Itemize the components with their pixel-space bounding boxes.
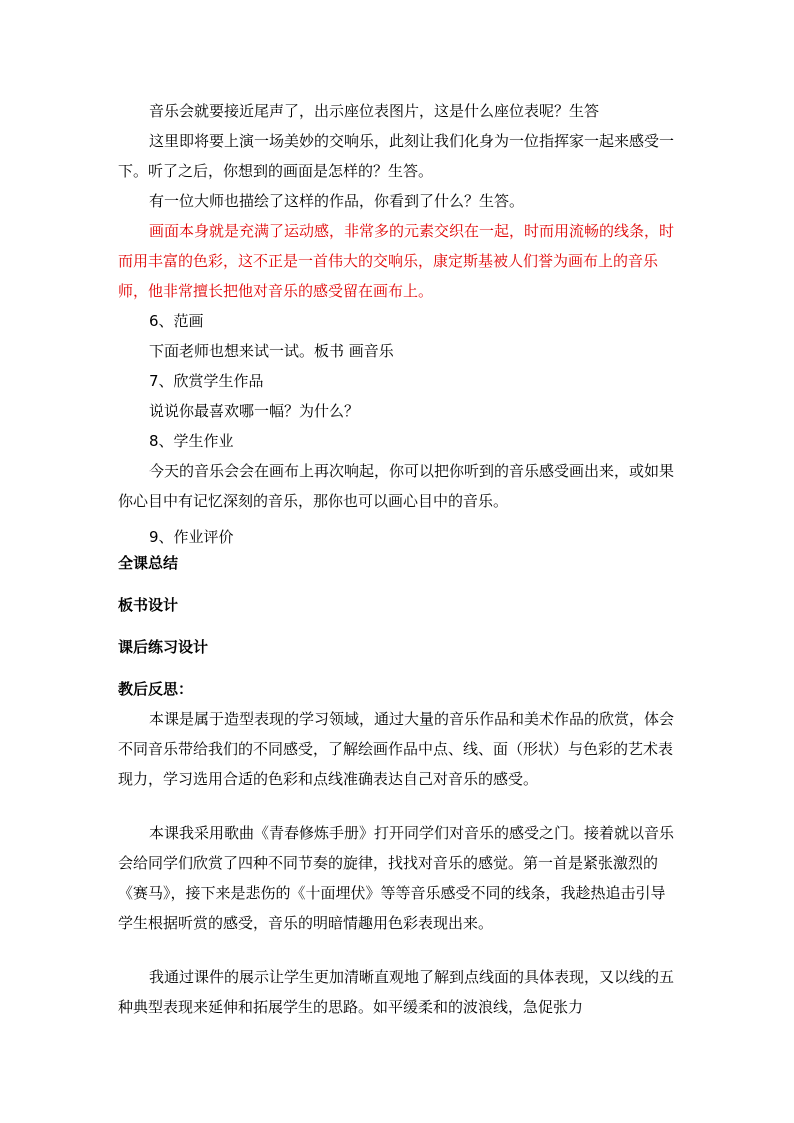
reflection-paragraph-2: 本课我采用歌曲《青春修炼手册》打开同学们对音乐的感受之门。接着就以音乐会给同学们欣赏了四种不同节奏的旋律，找找对音乐的感觉。第一首是紧张激烈的《赛马》，接下来是悲伤的《十面埋伏》等等音乐感受不同的线条，我趁热追击引导学生根据听赏的感受，音乐的明暗情趣用色彩表现出来。 xyxy=(118,824,675,932)
reflection-paragraph-3: 我通过课件的展示让学生更加清晰直观地了解到点线面的具体表现，又以线的五种典型表现来延伸和拓展学生的思路。如平缓柔和的波浪线，急促张力 xyxy=(118,968,675,1016)
paragraph-kandinsky-highlight: 画面本身就是充满了运动感，非常多的元素交织在一起，时而用流畅的线条，时而用丰富的色彩，这不正是一首伟大的交响乐，康定斯基被人们誉为画布上的音乐师，他非常擅长把他对音乐的感受留在画布上。 xyxy=(118,222,675,300)
reflection-paragraph-1: 本课是属于造型表现的学习领域，通过大量的音乐作品和美术作品的欣赏，体会不同音乐带给我们的不同感受，了解绘画作品中点、线、面（形状）与色彩的艺术表现力，学习选用合适的色彩和点线准确表达自己对音乐的感受。 xyxy=(118,710,675,788)
paragraph-master-work: 有一位大师也描绘了这样的作品，你看到了什么？生答。 xyxy=(149,192,525,210)
step-7-heading: 7、欣赏学生作品 xyxy=(149,372,264,390)
step-9-heading: 9、作业评价 xyxy=(149,528,234,546)
step-8-heading: 8、学生作业 xyxy=(149,432,234,450)
paragraph-seating-chart: 音乐会就要接近尾声了，出示座位表图片，这是什么座位表呢？生答 xyxy=(149,102,600,120)
heading-summary: 全课总结 xyxy=(118,554,179,572)
heading-board-design: 板书设计 xyxy=(118,596,179,614)
heading-exercise-design: 课后练习设计 xyxy=(118,638,209,656)
paragraph-favorite: 说说你最喜欢哪一幅？为什么？ xyxy=(149,402,360,420)
paragraph-demo: 下面老师也想来试一试。板书 画音乐 xyxy=(149,342,394,360)
step-6-heading: 6、范画 xyxy=(149,312,204,330)
paragraph-symphony: 这里即将要上演一场美妙的交响乐，此刻让我们化身为一位指挥家一起来感受一下。听了之后，你想到的画面是怎样的？生答。 xyxy=(118,132,675,180)
paragraph-homework: 今天的音乐会会在画布上再次响起，你可以把你听到的音乐感受画出来，或如果你心目中有记忆深刻的音乐，那你也可以画心目中的音乐。 xyxy=(118,462,675,510)
heading-reflection: 教后反思： xyxy=(118,680,194,698)
